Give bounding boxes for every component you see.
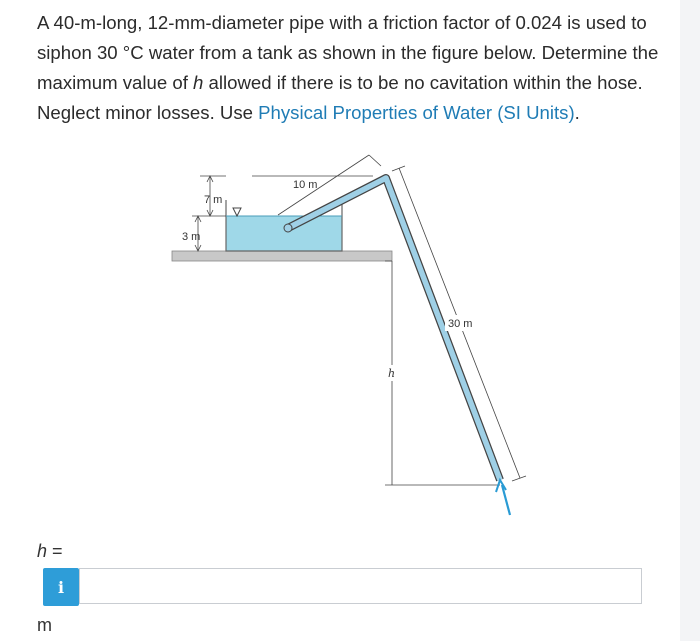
variable-h: h [193,72,204,93]
info-icon[interactable]: i [43,568,79,606]
problem-line-1: A 40-m-long, 12-mm-diameter pipe with a friction factor of 0.024 is used to [37,12,647,33]
siphon-figure [160,140,540,530]
label-7m: 7 m [204,194,223,206]
ground-platform [172,251,392,261]
problem-statement [37,8,667,128]
label-h: h [388,367,396,380]
answer-input[interactable] [79,568,642,604]
water-properties-link[interactable]: Physical Properties of Water (SI Units) [258,102,575,123]
label-30m: 30 m [448,318,473,330]
label-10m: 10 m [293,179,318,191]
pipe-inlet [284,224,292,232]
problem-line-4: Neglect minor losses. Use Physical Properties of Water (SI Units). [37,102,580,123]
label-3m: 3 m [182,231,201,243]
answer-unit: m [37,615,52,635]
problem-line-2: siphon 30 °C water from a tank as shown in the figure below. Determine the [37,42,659,63]
answer-label: h = [37,541,63,561]
problem-line-3: maximum value of h allowed if there is to be no cavitation within the hose. [37,72,643,93]
tank-water [226,216,342,251]
free-surface-symbol [233,208,241,216]
page-edge-strip [680,0,700,641]
